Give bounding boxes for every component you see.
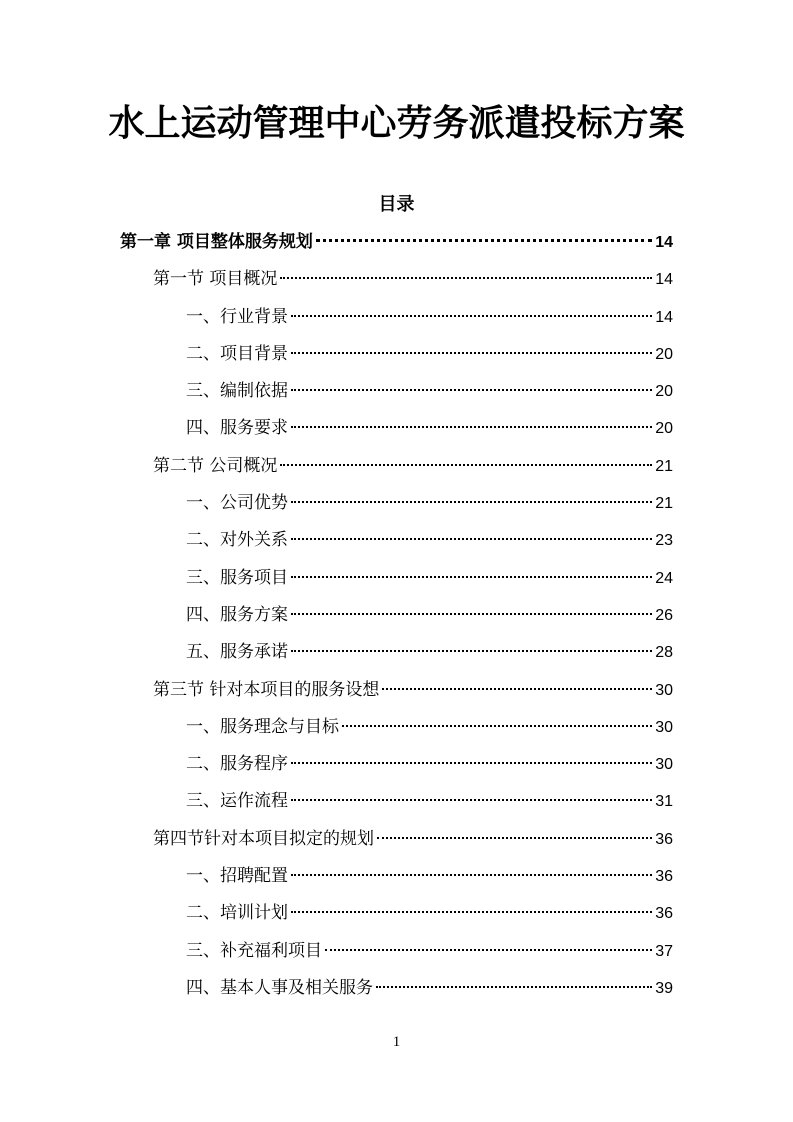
toc-entry-page: 14 [655, 308, 673, 326]
toc-entry-label: 三、补充福利项目 [186, 940, 322, 961]
toc-entry[interactable] [120, 299, 673, 336]
toc-entry-page: 36 [655, 830, 673, 848]
toc-entry-label: 四、服务方案 [186, 604, 288, 625]
toc-entry-page: 14 [655, 271, 673, 289]
toc-entry-label: 第四节针对本项目拟定的规划 [153, 828, 374, 849]
toc-entry-page: 23 [655, 532, 673, 550]
toc-entry-label: 一、招聘配置 [186, 866, 288, 887]
table-of-contents [120, 224, 673, 1007]
toc-dot-leader [291, 911, 652, 913]
toc-entry-label: 第二节 公司概况 [153, 455, 278, 476]
toc-entry-label: 三、服务项目 [186, 567, 288, 588]
toc-entry-page: 31 [655, 793, 673, 811]
toc-entry-label: 三、编制依据 [186, 381, 288, 402]
toc-entry[interactable] [120, 485, 673, 522]
toc-dot-leader [376, 986, 652, 988]
toc-dot-leader [291, 650, 652, 652]
toc-dot-leader [291, 613, 652, 615]
toc-entry[interactable] [120, 336, 673, 373]
toc-entry-page: 36 [655, 868, 673, 886]
toc-entry-page: 14 [655, 234, 673, 251]
toc-entry-page: 20 [655, 345, 673, 363]
toc-entry[interactable] [120, 448, 673, 485]
toc-dot-leader [291, 799, 652, 801]
toc-entry-page: 20 [655, 420, 673, 438]
toc-entry-label: 二、项目背景 [186, 343, 288, 364]
toc-dot-leader [342, 725, 652, 727]
toc-entry[interactable] [120, 933, 673, 970]
toc-entry-label: 第三节 针对本项目的服务设想 [153, 679, 380, 700]
toc-entry-page: 20 [655, 383, 673, 401]
toc-entry-label: 第一节 项目概况 [153, 269, 278, 290]
toc-entry[interactable] [120, 410, 673, 447]
toc-heading: 目录 [378, 194, 415, 215]
toc-entry-page: 21 [655, 495, 673, 513]
toc-entry[interactable] [120, 783, 673, 820]
toc-entry-page: 30 [655, 681, 673, 699]
toc-dot-leader [280, 277, 652, 279]
page-number: 1 [392, 1034, 401, 1050]
toc-entry-page: 39 [655, 979, 673, 997]
toc-dot-leader [291, 501, 652, 503]
toc-entry[interactable] [120, 560, 673, 597]
toc-entry-label: 第一章 项目整体服务规划 [120, 232, 313, 252]
toc-entry-page: 21 [655, 457, 673, 475]
toc-dot-leader [291, 389, 652, 391]
toc-dot-leader [291, 426, 652, 428]
toc-entry-page: 28 [655, 644, 673, 662]
toc-entry-page: 37 [655, 942, 673, 960]
toc-dot-leader [377, 837, 652, 839]
toc-dot-leader [316, 239, 652, 242]
toc-entry-page: 24 [655, 569, 673, 587]
toc-entry-label: 四、基本人事及相关服务 [186, 977, 373, 998]
toc-dot-leader [291, 576, 652, 578]
toc-entry-page: 36 [655, 905, 673, 923]
toc-entry[interactable] [120, 858, 673, 895]
toc-entry-label: 五、服务承诺 [186, 642, 288, 663]
toc-dot-leader [280, 464, 652, 466]
toc-entry[interactable] [120, 597, 673, 634]
toc-entry-label: 二、服务程序 [186, 754, 288, 775]
document-title: 水上运动管理中心劳务派遣投标方案 [108, 103, 685, 144]
toc-dot-leader [291, 352, 652, 354]
toc-entry[interactable] [120, 634, 673, 671]
toc-entry-label: 二、培训计划 [186, 903, 288, 924]
toc-dot-leader [291, 538, 652, 540]
toc-entry[interactable] [120, 746, 673, 783]
toc-dot-leader [325, 949, 652, 951]
toc-entry-label: 一、行业背景 [186, 306, 288, 327]
toc-entry-label: 一、服务理念与目标 [186, 716, 339, 737]
toc-entry[interactable] [120, 224, 673, 261]
toc-dot-leader [291, 315, 652, 317]
toc-entry-label: 三、运作流程 [186, 791, 288, 812]
toc-entry-label: 二、对外关系 [186, 530, 288, 551]
toc-entry[interactable] [120, 821, 673, 858]
toc-entry-label: 一、公司优势 [186, 493, 288, 514]
toc-entry[interactable] [120, 373, 673, 410]
toc-entry-page: 30 [655, 718, 673, 736]
toc-entry[interactable] [120, 261, 673, 298]
toc-entry-label: 四、服务要求 [186, 418, 288, 439]
toc-dot-leader [291, 762, 652, 764]
toc-entry[interactable] [120, 970, 673, 1007]
toc-dot-leader [291, 874, 652, 876]
toc-entry-page: 30 [655, 756, 673, 774]
toc-entry-page: 26 [655, 606, 673, 624]
toc-entry[interactable] [120, 522, 673, 559]
toc-entry[interactable] [120, 895, 673, 932]
toc-dot-leader [382, 688, 652, 690]
toc-entry[interactable] [120, 709, 673, 746]
toc-entry[interactable] [120, 672, 673, 709]
